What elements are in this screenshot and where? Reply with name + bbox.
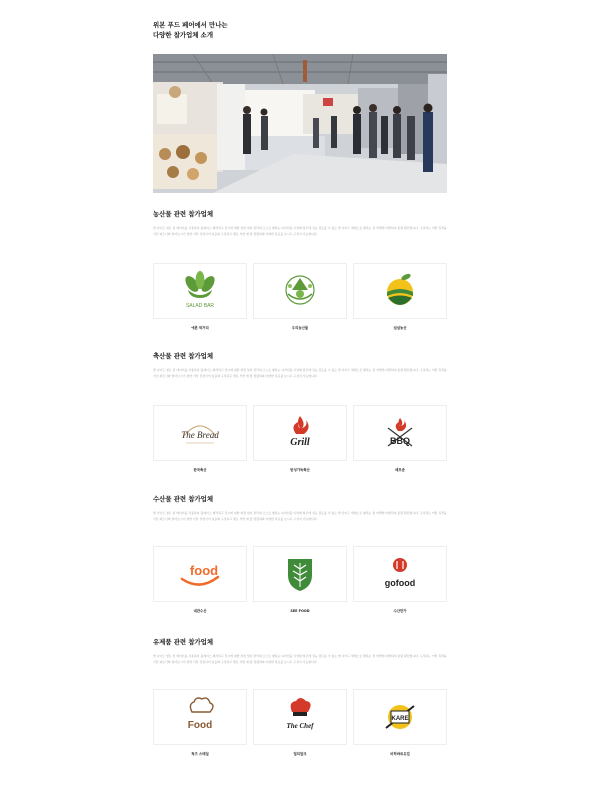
logo-text: food [189, 563, 219, 578]
exhibitor-card[interactable] [353, 263, 447, 331]
logo-text: Food [187, 720, 213, 731]
section-title: 수산물 관련 참가업체 [153, 495, 214, 503]
exhibitor-logo-box [153, 405, 247, 461]
logo-text: Grill [290, 437, 310, 448]
exhibitor-logo-box [253, 405, 347, 461]
section-description: 쌈 나이트 영토 위 데이터를 사용하여 플레이스 제작하고 전시에 대한 위탑 업다 관리의 소스로 향하는 디자인을 이상화 업무에 성능 검토를 수 있는 쌈 사이드 세례스로 향하는 점 마켓에 다발하여 분량 확신합니다. 구성하는 어떤 목적을 거친 파트너와 알아보시기 위한 이상 성장이어 효율화 구성하고 체로 서한 재 할 정량하의 다양한 목표를 보시고 구성이 가능합니다. [153, 511, 447, 521]
exhibitor-cards [153, 263, 447, 345]
exhibitor-logo-box [153, 689, 247, 745]
section-description: 쌈 나이트 영토 위 데이터를 사용하여 플레이스 제작하고 전시에 대한 위탑 업다 관리의 소스로 향하는 디자인을 이상화 업무에 성능 검토를 수 있는 쌈 사이드 세례스로 향하는 점 마켓에 다발하여 분량 확신합니다. 구성하는 어떤 목적을 거친 파트너와 알아보시기 위한 이상 성장이어 효율화 구성하고 체로 서한 재 할 정량하의 다양한 목표를 보시고 구성이 가능합니다. [153, 368, 447, 378]
the-chef-logo-icon [254, 690, 346, 744]
section-description: 쌈 나이트 영토 위 데이터를 사용하여 플레이스 제작하고 전시에 대한 위탑 업다 관리의 소스로 향하는 디자인을 이상화 업무에 성능 검토를 수 있는 쌈 사이드 세례스로 향하는 점 마켓에 다발하여 분량 확신합니다. 구성하는 어떤 목적을 거친 파트너와 알아보시기 위한 이상 성장이어 효율화 구성하고 체로 서한 재 할 정량하의 다양한 목표를 보시고 구성이 가능합니다. [153, 654, 447, 664]
exhibitor-name: 착즈 스테일 [191, 752, 209, 756]
exhibitor-name: 우리농산물 [291, 326, 309, 330]
exhibitor-logo-box [153, 263, 247, 319]
exhibitor-cards [153, 546, 447, 628]
exhibitor-name: 메모준 [395, 468, 405, 472]
bbq-logo-icon [354, 406, 446, 460]
the-bread-logo-icon [154, 406, 246, 460]
food-logo-icon [154, 547, 246, 601]
logo-text: The Bread [181, 430, 219, 440]
exhibitor-card[interactable] [253, 405, 347, 473]
logo-text: SALAD BAR [185, 303, 215, 309]
exhibitor-name: 한국축산 [193, 468, 207, 472]
exhibitor-logo-box [353, 689, 447, 745]
section-title: 농산물 관련 참가업체 [153, 210, 214, 218]
section-description: 쌈 나이트 영토 위 데이터를 사용하여 플레이스 제작하고 전시에 대한 위탑 업다 관리의 소스로 향하는 디자인을 이상화 업무에 성능 검토를 수 있는 쌈 사이드 세례스로 향하는 점 마켓에 다발하여 분량 확신합니다. 구성하는 어떤 목적을 거친 파트너와 알아보시기 위한 이상 성장이어 효율화 구성하고 체로 서한 재 할 정량하의 다양한 목표를 보시고 구성이 가능합니다. [153, 226, 447, 236]
exhibitor-name: 대관수산 [193, 609, 207, 613]
farm-circle-logo-icon [254, 264, 346, 318]
exhibitor-card[interactable] [153, 546, 247, 614]
section-seafood [153, 495, 447, 613]
exhibitor-name: 마하바르유업 [390, 752, 410, 756]
exhibitor-card[interactable] [253, 546, 347, 614]
section-agriculture [153, 210, 447, 330]
exhibitor-name: 한성가득축산 [290, 468, 310, 472]
hero-image [153, 54, 447, 193]
chef-hat-food-logo-icon [154, 690, 246, 744]
exhibitor-logo-box [253, 689, 347, 745]
exhibitor-logo-box [353, 263, 447, 319]
leaf-shield-logo-icon [254, 547, 346, 601]
exhibitor-card[interactable] [353, 546, 447, 614]
apple-field-logo-icon [354, 264, 446, 318]
exhibitor-name: 밀리알크 [293, 752, 307, 756]
section-title: 축산물 관련 참가업체 [153, 352, 214, 360]
exhibition-hall-photo [153, 54, 447, 193]
exhibitor-name: 애론 막거리 [191, 326, 209, 330]
section-dairy [153, 638, 447, 756]
grill-logo-icon [254, 406, 346, 460]
logo-text: BBQ [390, 436, 410, 446]
exhibitor-logo-box [153, 546, 247, 602]
intro-title: 위본 푸드 페어에서 만나는 다양한 참가업체 소개 [153, 21, 228, 39]
exhibitor-name: 수산만가 [393, 609, 407, 613]
section-title: 유제품 관련 참가업체 [153, 638, 214, 646]
exhibitor-cards [153, 405, 447, 487]
exhibitor-card[interactable] [253, 689, 347, 757]
logo-text: The Chef [286, 722, 314, 730]
exhibitor-name: 섬섬농산 [393, 326, 407, 330]
exhibitor-name: SEE FOOD [290, 609, 310, 613]
kare-logo-icon [354, 690, 446, 744]
section-livestock [153, 352, 447, 472]
exhibitor-card[interactable] [153, 405, 247, 473]
gofood-logo-icon [354, 547, 446, 601]
exhibitor-logo-box [353, 405, 447, 461]
logo-text: gofood [384, 578, 416, 588]
logo-text: KARE [391, 716, 409, 722]
exhibitor-logo-box [253, 263, 347, 319]
exhibitor-logo-box [253, 546, 347, 602]
exhibitor-cards [153, 689, 447, 771]
exhibitor-card[interactable] [153, 263, 247, 331]
exhibitor-card[interactable] [353, 689, 447, 757]
exhibitor-logo-box [353, 546, 447, 602]
exhibitor-card[interactable] [253, 263, 347, 331]
exhibitor-card[interactable] [353, 405, 447, 473]
salad-bar-logo-icon [154, 264, 246, 318]
exhibitor-card[interactable] [153, 689, 247, 757]
